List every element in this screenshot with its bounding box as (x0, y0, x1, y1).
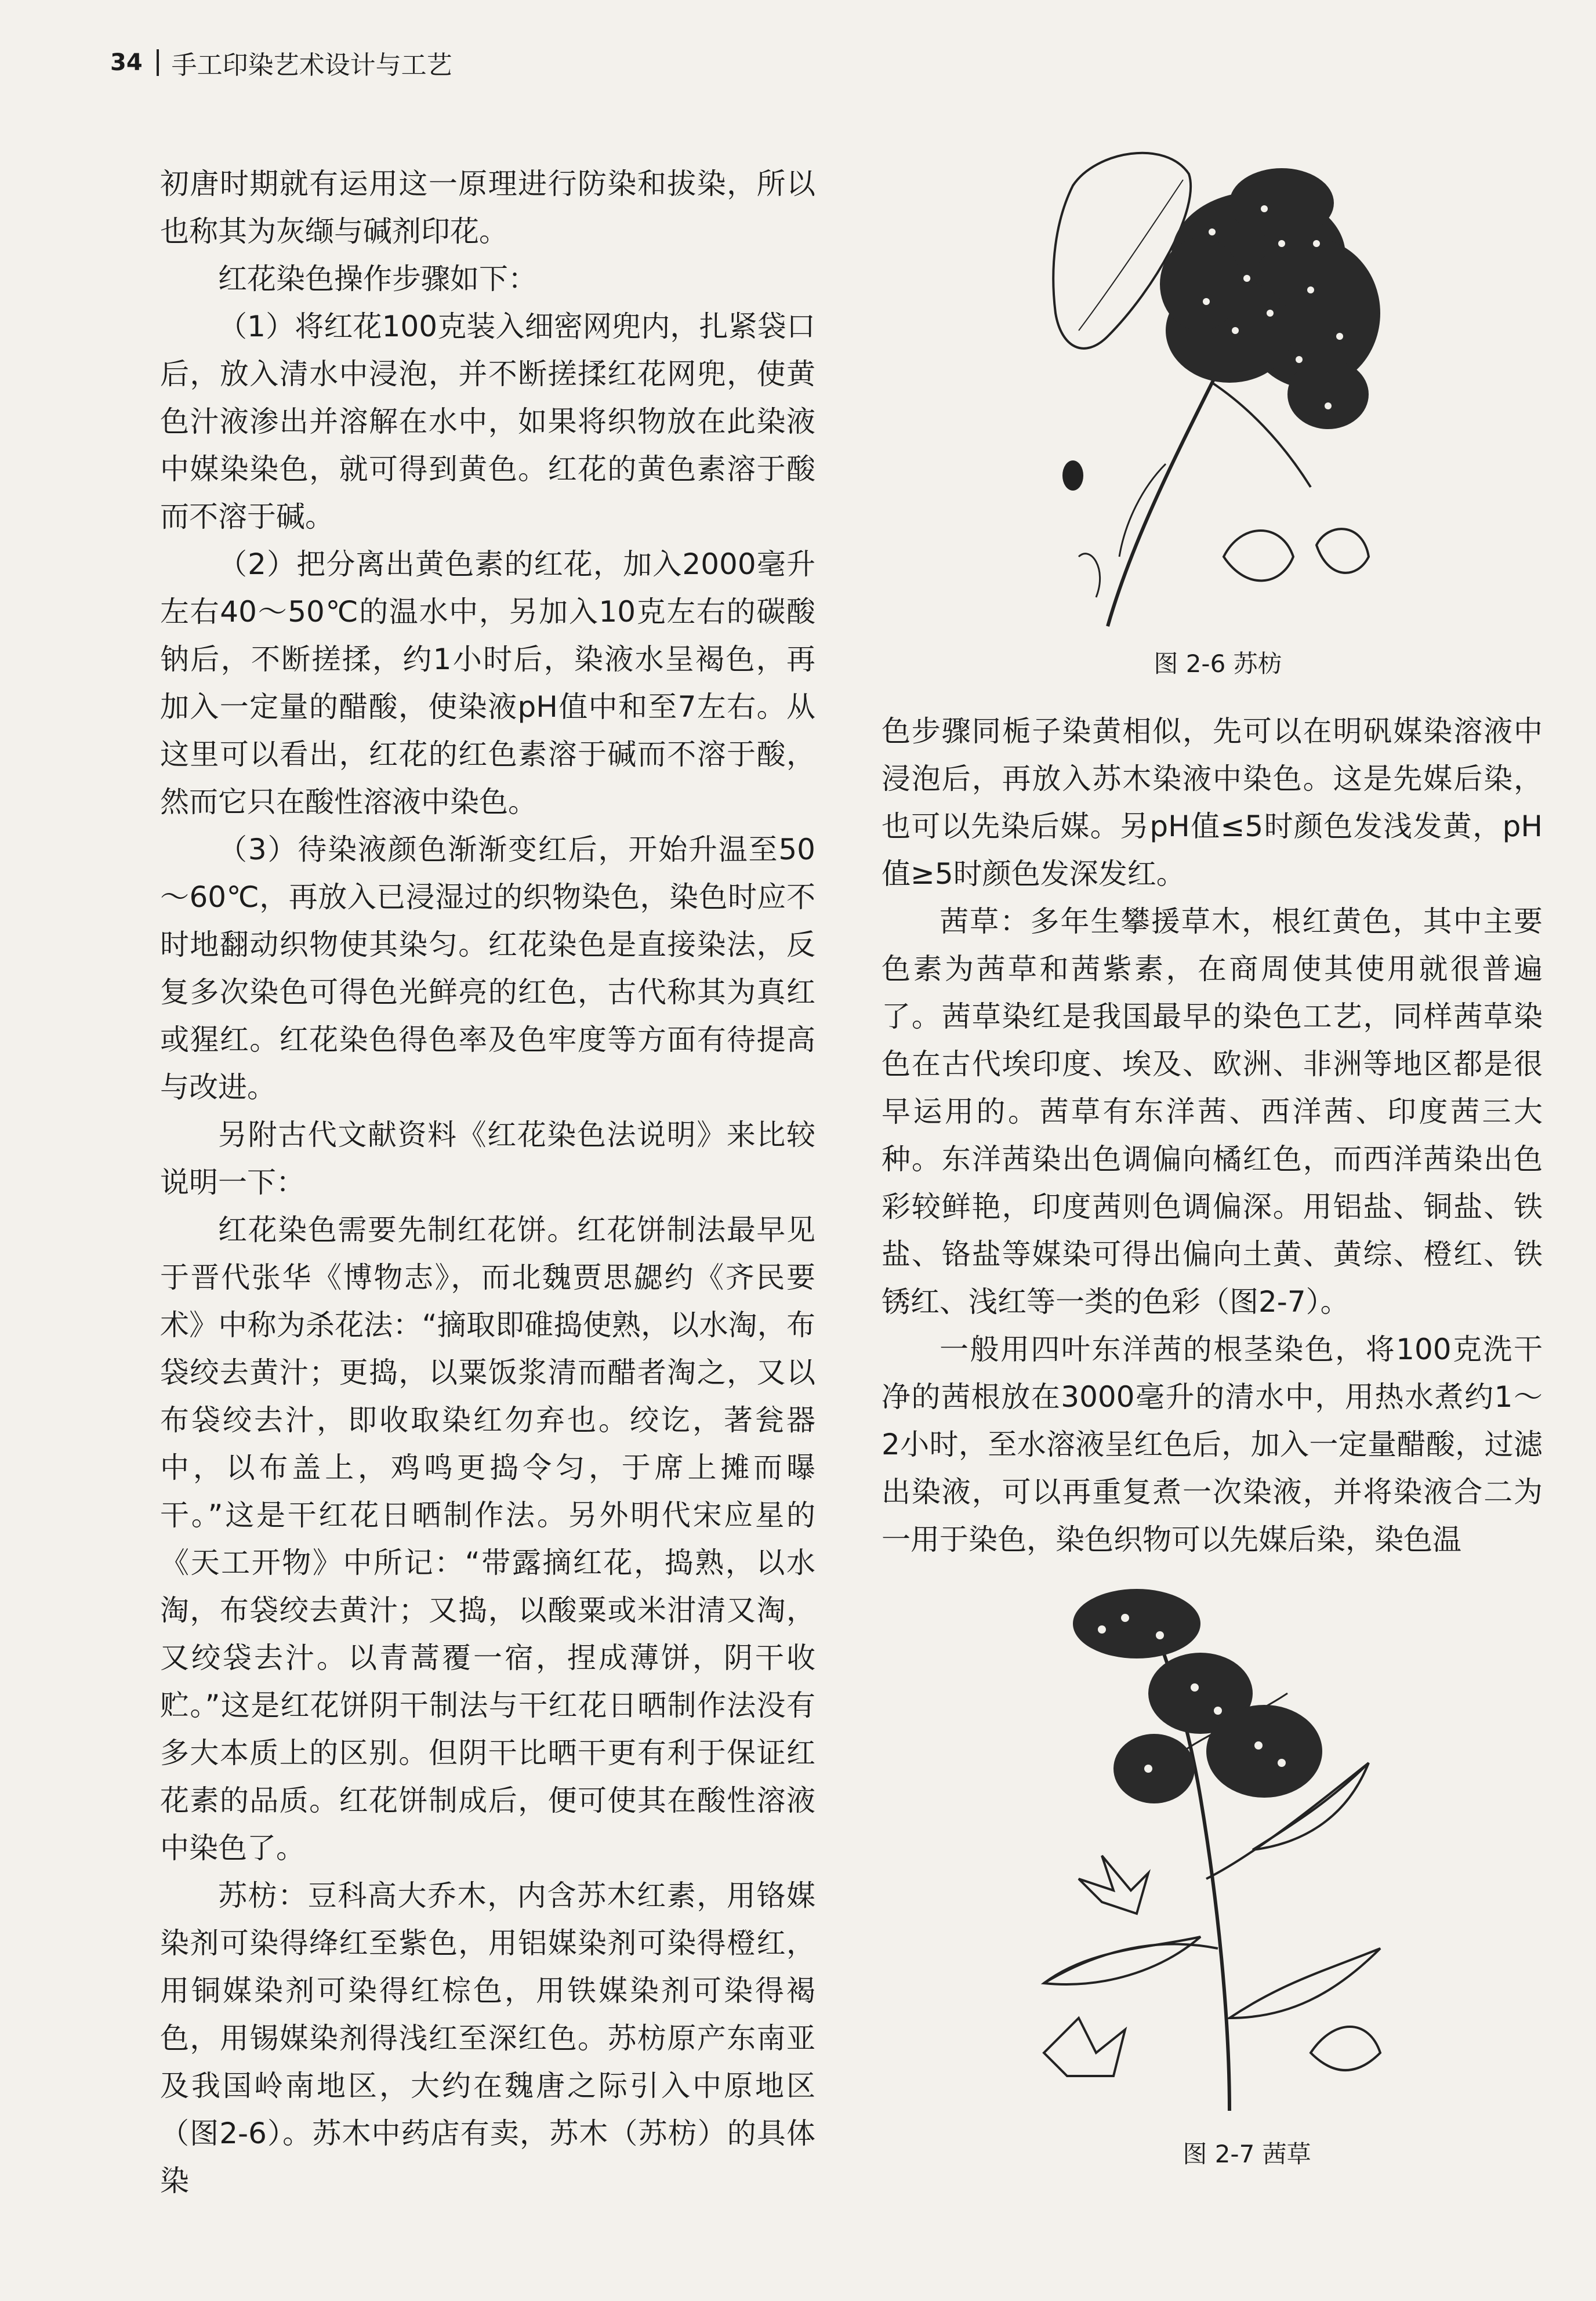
right-column (882, 707, 1543, 1563)
figure-caption: 图 2-6 苏枋 (1154, 649, 1282, 678)
figure-2-7 (1009, 1577, 1485, 2186)
figure-2-6 (1038, 139, 1398, 684)
madder-illustration (1009, 1577, 1485, 2122)
running-header (110, 38, 452, 87)
paragraph: （2）把分离出黄色素的红花，加入2000毫升左右40～50℃的温水中，另加入10克左右的碳酸钠后，不断搓揉，约1小时后，染液水呈褐色，再加入一定量的醋酸，使染液pH值中和至7左右。从这里可以看出，红花的红色素溶于碱而不溶于酸，然而它只在酸性溶液中染色。 (160, 547, 815, 819)
paragraph: 红花染色需要先制红花饼。红花饼制法最早见于晋代张华《博物志》，而北魏贾思勰约《齐民要术》中称为杀花法：“摘取即碓捣使熟，以水淘，布袋绞去黄汁；更捣，以粟饭浆清而醋者淘之，又以布袋绞去汁，即收取染红勿弃也。绞讫，著瓮器中，以布盖上，鸡鸣更捣令匀，于席上摊而曝干。”这是干红花日晒制作法。另外明代宋应星的《天工开物》中所记：“带露摘红花，捣熟，以水淘，布袋绞去黄汁；又捣，以酸粟或米泔清又淘，又绞袋去汁。以青蒿覆一宿，捏成薄饼，阴干收贮。”这是红花饼阴干制法与干红花日晒制作法没有多大本质上的区别。但阴干比晒干更有利于保证红花素的品质。红花饼制成后，便可使其在酸性溶液中染色了。 (160, 1213, 815, 1865)
paragraph: 茜草：多年生攀援草木，根红黄色，其中主要色素为茜草和茜紫素，在商周使其使用就很普遍了。茜草染红是我国最早的染色工艺，同样茜草染色在古代埃印度、埃及、欧洲、非洲等地区都是很早运用的。茜草有东洋茜、西洋茜、印度茜三大种。东洋茜染出色调偏向橘红色，而西洋茜染出色彩较鲜艳，印度茜则色调偏深。用铝盐、铜盐、铁盐、铬盐等媒染可得出偏向土黄、黄综、橙红、铁锈红、浅红等一类的色彩（图2-7）。 (882, 905, 1543, 1319)
running-title: 手工印染艺术设计与工艺 (171, 50, 452, 80)
left-column (160, 160, 815, 2205)
paragraph: 初唐时期就有运用这一原理进行防染和拔染，所以也称其为灰缬与碱剂印花。 (160, 167, 815, 248)
paragraph: （1）将红花100克装入细密网兜内，扎紧袋口后，放入清水中浸泡，并不断搓揉红花网兜，使黄色汁液渗出并溶解在水中，如果将织物放在此染液中媒染染色，就可得到黄色。红花的黄色素溶于酸而不溶于碱。 (160, 310, 815, 533)
paragraph: 苏枋：豆科高大乔木，内含苏木红素，用铬媒染剂可染得绛红至紫色，用铝媒染剂可染得橙红，用铜媒染剂可染得红棕色，用铁媒染剂可染得褐色，用锡媒染剂得浅红至深红色。苏枋原产东南亚及我国岭南地区，大约在魏唐之际引入中原地区（图2-6）。苏木中药店有卖，苏木（苏枋）的具体染 (160, 1879, 815, 2198)
page-number: 34 (110, 49, 143, 76)
paragraph: 另附古代文献资料《红花染色法说明》来比较说明一下： (160, 1118, 815, 1199)
paragraph: 一般用四叶东洋茜的根茎染色，将100克洗干净的茜根放在3000毫升的清水中，用热水煮约1～2小时，至水溶液呈红色后，加入一定量醋酸，过滤出染液，可以再重复煮一次染液，并将染液合二为一用于染色，染色织物可以先媒后染，染色温 (882, 1333, 1543, 1556)
paragraph: 红花染色操作步骤如下： (218, 262, 537, 296)
figure-caption: 图 2-7 茜草 (1183, 2140, 1311, 2168)
paragraph: 色步骤同栀子染黄相似，先可以在明矾媒染溶液中浸泡后，再放入苏木染液中染色。这是先媒后染，也可以先染后媒。另pH值≤5时颜色发浅发黄，pH值≥5时颜色发深发红。 (882, 714, 1543, 891)
header-divider (157, 49, 159, 76)
paragraph: （3）待染液颜色渐渐变红后，开始升温至50～60℃，再放入已浸湿过的织物染色，染色时应不时地翻动织物使其染匀。红花染色是直接染法，反复多次染色可得色光鲜亮的红色，古代称其为真红或猩红。红花染色得色率及色牢度等方面有待提高与改进。 (160, 833, 815, 1104)
sappanwood-illustration (1038, 139, 1398, 638)
